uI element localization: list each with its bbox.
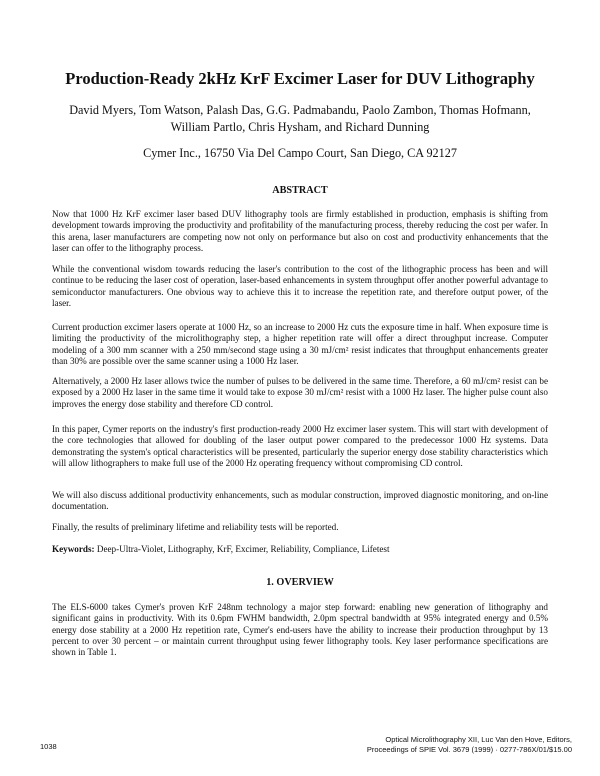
page-number: 1038: [40, 742, 57, 751]
abstract-paragraph-1: Now that 1000 Hz KrF excimer laser based DUV lithography tools are firmly established in production, emphasis is shifting from development towards improving the productivity and profitability of the manufacturing process, thereby reducing the cost per wafer. In this arena, laser manufacturers are competing now not only on performance but also on cost and productivity enhancements that the laser can offer to the lithography process.: [52, 209, 548, 253]
citation-line-2: Proceedings of SPIE Vol. 3679 (1999) · 0277-786X/01/$15.00: [366, 745, 572, 754]
overview-paragraph: The ELS-6000 takes Cymer's proven KrF 248nm technology a major step forward: enabling new generation of lithography and significant gains in productivity. With its 0.6pm FWHM bandwidth, 2.0pm spectral bandwidth at 95% integrated energy and 0.5% energy dose stability at a 2000 Hz repetition rate, Cymer's end-users have the ability to increase their production throughput by 13 percent to over 30 percent – or maintain current throughput using fewer lithography tools. Key laser performance specifications are shown in Table 1.: [52, 602, 548, 658]
abstract-paragraph-7: Finally, the results of preliminary lifetime and reliability tests will be reported.: [52, 522, 339, 532]
keywords-line: [52, 544, 548, 555]
abstract-paragraph-3: Current production excimer lasers operate at 1000 Hz, so an increase to 2000 Hz cuts the exposure time in half. When exposure time is limiting the productivity of the microlithography step, a higher repetition rate will offer a direct throughput increase. Computer modeling of a 300 mm scanner with a 250 mm/second stage using a 30 mJ/cm² resist indicates that throughput enhancements greater than 30% are possible over the same scanner using a 1000 Hz laser.: [52, 322, 548, 366]
author-list: David Myers, Tom Watson, Palash Das, G.G. Padmabandu, Paolo Zambon, Thomas Hofmann, William Partlo, Chris Hysham, and Richard Dunning: [69, 103, 531, 134]
overview-heading: 1. OVERVIEW: [266, 577, 334, 588]
abstract-paragraph-5: In this paper, Cymer reports on the industry's first production-ready 2000 Hz excimer laser system. This will start with development of the core technologies that allowed for doubling of the laser output power compared to the predecessor 1000 Hz systems. Data demonstrating the system's optical characteristics will be presented, particularly the superior energy dose stability characteristics which will allow lithographers to make full use of the 2000 Hz operating frequency without compromising CD control.: [52, 424, 548, 468]
abstract-paragraph-6: We will also discuss additional productivity enhancements, such as modular construction, improved diagnostic monitoring, and on-line documentation.: [52, 490, 548, 512]
abstract-paragraph-4: Alternatively, a 2000 Hz laser allows twice the number of pulses to be delivered in the same time. Therefore, a 60 mJ/cm² resist can be exposed by a 2000 Hz laser in the same time it would take to expose 30 mJ/cm² resist with a 1000 Hz laser. The higher pulse count also improves the energy dose stability and therefore CD control.: [52, 376, 548, 409]
citation-footer: [367, 735, 572, 755]
citation-line-1: Optical Microlithography XII, Luc Van den Hove, Editors,: [385, 735, 572, 744]
affiliation: Cymer Inc., 16750 Via Del Campo Court, San Diego, CA 92127: [143, 146, 457, 160]
paper-title: Production-Ready 2kHz KrF Excimer Laser for DUV Lithography: [65, 69, 535, 88]
keywords-label: Keywords:: [52, 544, 95, 554]
abstract-heading: ABSTRACT: [272, 185, 328, 196]
abstract-paragraph-2: While the conventional wisdom towards reducing the laser's contribution to the cost of the lithographic process has been and will continue to be reducing the laser cost of operation, laser-based enhancements in system throughput offer another powerful advantage to semiconductor manufacturers. One obvious way to achieve this it to increase the repetition rate, and therefore output power, of the laser.: [52, 264, 548, 308]
keywords-text: Deep-Ultra-Violet, Lithography, KrF, Excimer, Reliability, Compliance, Lifetest: [94, 544, 390, 554]
